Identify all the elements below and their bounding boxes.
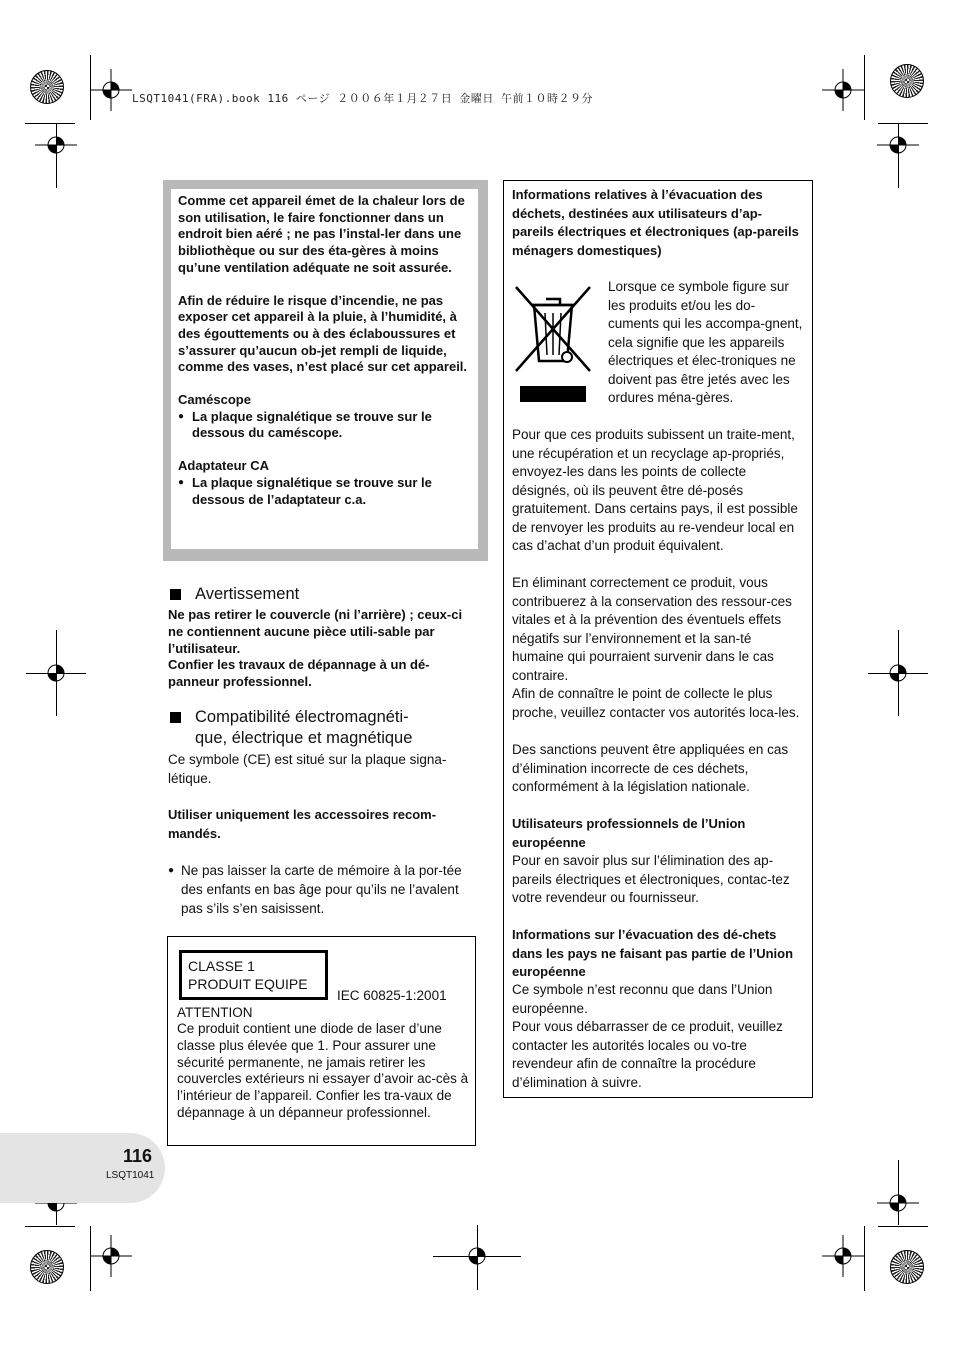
- symbol-explanation: Lorsque ce symbole figure sur les produits et/ou les do-cuments qui les accompa-gnent, cela signifie que les appareils électriques et élec-troniques ne doivent pas être jetés avec les ordures ména-gères.: [608, 279, 803, 405]
- ce-symbol-text: Ce symbole (CE) est situé sur la plaque signa-létique.: [168, 752, 447, 786]
- disposal-para-sanctions: Des sanctions peuvent être appliquées en cas d’élimination incorrecte de ces déchets, conformément à la législation nationale.: [512, 742, 789, 794]
- compat-heading: Compatibilité électromagnéti- que, électrique et magnétique: [168, 707, 412, 749]
- document-code: LSQT1041: [106, 1170, 155, 1181]
- square-bullet-icon: [170, 712, 181, 723]
- square-bullet-icon: [170, 589, 181, 600]
- print-header-line: LSQT1041(FRA).book 116 ページ ２００６年１月２７日 金曜日 午前１０時２９分: [132, 92, 593, 105]
- crossed-bin-icon: [512, 283, 594, 405]
- iec-standard: IEC 60825-1:2001: [337, 988, 447, 1003]
- non-eu-title: Informations sur l’évacuation des dé-chets dans les pays ne faisant pas partie de l’Union européenne: [512, 927, 794, 979]
- laser-class-label: CLASSE 1 PRODUIT EQUIPE: [179, 950, 328, 1000]
- camescope-bullet: ● La plaque signalétique se trouve sur le dessous du caméscope.: [178, 409, 474, 442]
- disposal-title: Informations relatives à l’évacuation des déchets, destinées aux utilisateurs d’ap-pareils électriques et électroniques (ap-pareils ménagers domestiques): [512, 187, 799, 258]
- attention-label: ATTENTION: [177, 1005, 253, 1020]
- disposal-para-contact: Afin de connaître le point de collecte le plus proche, veuillez contacter vos autorités loca-les.: [512, 686, 800, 720]
- memory-card-bullet: ● Ne pas laisser la carte de mémoire à la por-tée des enfants en bas âge pour qu’ils ne l’avalent pas s’ils s’en saisissent.: [168, 861, 473, 918]
- laser-warning-text: Ce produit contient une diode de laser d’une classe plus élevée que 1. Pour assurer une sécurité permanente, ne jamais retirer les couvercles extérieurs ni essayer d’avoir ac-cès à l’intérieur de l’appareil. Confier les tra-vaux de dépannage à un dépanneur professionnel.: [177, 1021, 469, 1120]
- camescope-title: Caméscope: [178, 392, 251, 408]
- pro-users-text: Pour en savoir plus sur l’élimination des ap-pareils électriques et électroniques, contac-tez votre revendeur ou fournisseur.: [512, 853, 790, 905]
- warning-box-text: [178, 193, 474, 508]
- avertissement-text: Ne pas retirer le couvercle (ni l’arrière) ; ceux-ci ne contiennent aucune pièce utili-sable par l’utilisateur. Confier les travaux de dépannage à un dé-panneur professionnel.: [168, 607, 463, 690]
- pro-users-title: Utilisateurs professionnels de l’Union européenne: [512, 816, 746, 850]
- non-eu-text-1: Ce symbole n’est reconnu que dans l’Union européenne.: [512, 982, 773, 1016]
- fire-warning: Afin de réduire le risque d’incendie, ne pas exposer cet appareil à la pluie, à l’humidité, à des égouttements ou à des éclaboussures et s’assurer qu’aucun ob-jet rempli de liquide, comme des vases, n’est placé sur cet appareil.: [178, 292, 468, 375]
- adaptateur-title: Adaptateur CA: [178, 458, 270, 474]
- disposal-para-collection: Pour que ces produits subissent un traite-ment, une récupération et un recyclage ap-propriés, envoyez-les dans les points de collecte désignés, où ils peuvent être dé-posés gratuitement. Dans certains pays, il est possible de renvoyer les produits au re-vendeur local en cas d’achat d’un produit équivalent.: [512, 427, 798, 553]
- adaptateur-bullet: ● La plaque signalétique se trouve sur le dessous de l’adaptateur c.a.: [178, 475, 474, 508]
- heat-warning: Comme cet appareil émet de la chaleur lors de son utilisation, le faire fonctionner dans un endroit bien aéré ; ne pas l’instal-ler dans une bibliothèque ou sur des éta-gères à moins qu’une ventilation adéquate ne soit assurée.: [178, 193, 465, 275]
- disposal-para-environment: En éliminant correctement ce produit, vous contribuerez à la conservation des ressour-ces vitales et à la prévention des éventuels effets négatifs sur l’environnement et la san-té humaine qui pourraient survenir dans le cas contraire.: [512, 575, 792, 683]
- page-number-tab: [0, 1133, 165, 1203]
- non-eu-text-2: Pour vous débarrasser de ce produit, veuillez contacter les autorités locales ou vo-tre revendeur afin de connaître la procédure d’élimination à suivre.: [512, 1019, 783, 1090]
- page-number: 116: [123, 1146, 153, 1166]
- avertissement-heading: Avertissement: [168, 584, 299, 605]
- accessories-text: Utiliser uniquement les accessoires recom-mandés.: [168, 807, 437, 841]
